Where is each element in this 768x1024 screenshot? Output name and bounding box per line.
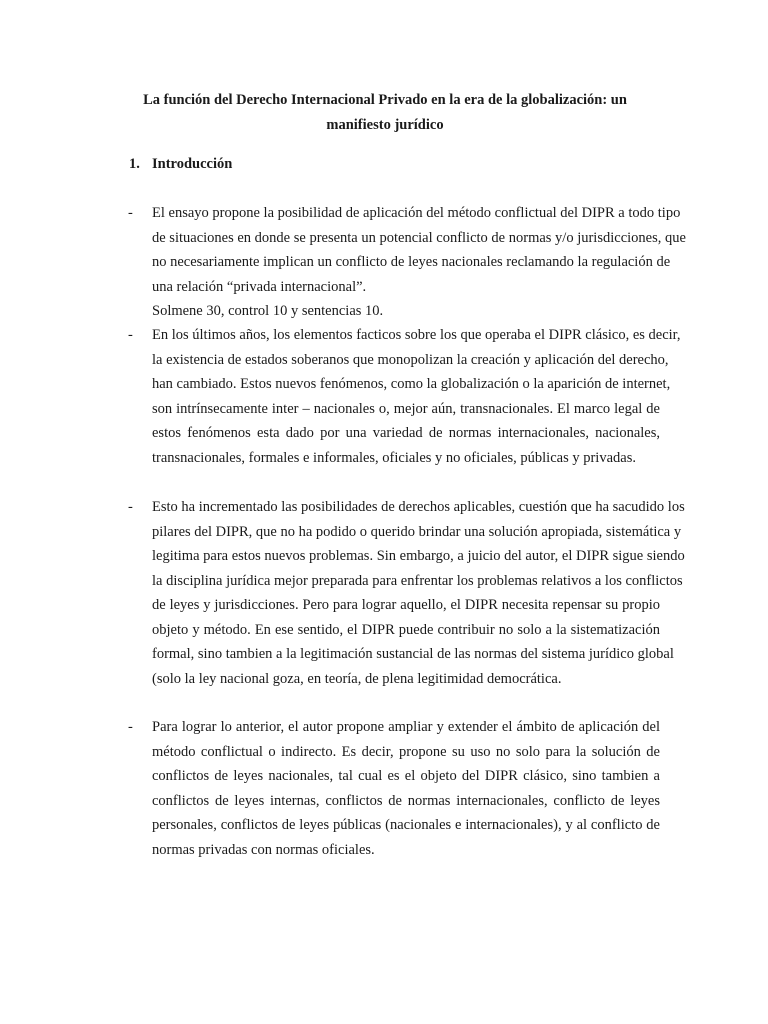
paragraph-line: objeto y método. En ese sentido, el DIPR puede contribuir no solo a la sistematización — [152, 621, 660, 638]
paragraph-line: una relación “privada internacional”. — [152, 278, 367, 295]
section-title: Introducción — [152, 156, 233, 172]
paragraph-line: estos fenómenos esta dado por una variedad de normas internacionales, nacionales, — [152, 425, 660, 441]
paragraph-line: (solo la ley nacional goza, en teoría, de plena legitimidad democrática. — [152, 670, 562, 687]
paragraph-line: de leyes y jurisdicciones. Pero para lograr aquello, el DIPR necesita repensar su propio — [152, 597, 660, 613]
section-number: 1. — [129, 156, 140, 172]
paragraph-line: son intrínsecamente inter – nacionales o, mejor aún, transnacionales. El marco legal de — [152, 400, 660, 417]
paragraph-line: El ensayo propone la posibilidad de aplicación del método conflictual del DIPR a todo tipo — [152, 205, 681, 221]
paragraph-line: Para lograr lo anterior, el autor propone ampliar y extender el ámbito de aplicación del — [152, 719, 660, 735]
bullet-paragraph — [152, 201, 686, 324]
bullet-marker: - — [128, 719, 133, 735]
paragraph-line: legitima para estos nuevos problemas. Sin embargo, a juicio del autor, el DIPR sigue siendo — [152, 548, 685, 564]
paragraph-line: normas privadas con normas oficiales. — [152, 841, 375, 858]
bullet-paragraph — [152, 323, 681, 470]
paragraph-line: no necesariamente implican un conflicto de leyes nacionales reclamando la regulación de — [152, 254, 671, 270]
bullet-paragraph — [152, 495, 685, 691]
paragraph-line: de situaciones en donde se presenta un potencial conflicto de normas y/o jurisdicciones, que — [152, 229, 686, 246]
paragraph-line: la disciplina jurídica mejor preparada para enfrentar los problemas relativos a los conflictos — [152, 572, 683, 589]
title-line: manifiesto jurídico — [326, 117, 444, 133]
bullet-marker: - — [128, 327, 133, 343]
paragraph-line: la existencia de estados soberanos que monopolizan la creación y aplicación del derecho, — [152, 351, 669, 368]
paragraph-line: Esto ha incrementado las posibilidades de derechos aplicables, cuestión que ha sacudido los — [152, 499, 685, 515]
bullet-marker: - — [128, 205, 133, 221]
paragraph-line: conflictos de leyes internas, conflictos de normas internacionales, conflicto de leyes — [152, 792, 660, 809]
title-line: La función del Derecho Internacional Privado en la era de la globalización: un — [143, 92, 627, 108]
paragraph-line: Solmene 30, control 10 y sentencias 10. — [152, 303, 384, 319]
bullet-paragraph — [152, 715, 660, 862]
paragraph-line: han cambiado. Estos nuevos fenómenos, como la globalización o la aparición de internet, — [152, 376, 671, 392]
paragraph-line: formal, sino tambien a la legitimación sustancial de las normas del sistema jurídico global — [152, 646, 674, 662]
bullet-marker: - — [128, 499, 133, 515]
paragraph-line: pilares del DIPR, que no ha podido o querido brindar una solución apropiada, sistemática y — [152, 523, 682, 540]
paragraph-line: método conflictual o indirecto. Es decir, propone su uso no solo para la solución de — [152, 743, 660, 760]
paragraph-line: transnacionales, formales e informales, oficiales y no oficiales, públicas y privadas. — [152, 449, 636, 466]
paragraph-line: conflictos de leyes nacionales, tal cual es el objeto del DIPR clásico, sino tambien a — [152, 768, 660, 784]
paragraph-line: En los últimos años, los elementos facticos sobre los que operaba el DIPR clásico, es decir, — [152, 327, 681, 343]
paragraph-line: personales, conflictos de leyes públicas (nacionales e internacionales), y al conflicto de — [152, 817, 660, 833]
document-title — [118, 88, 652, 138]
section-heading — [129, 152, 232, 176]
